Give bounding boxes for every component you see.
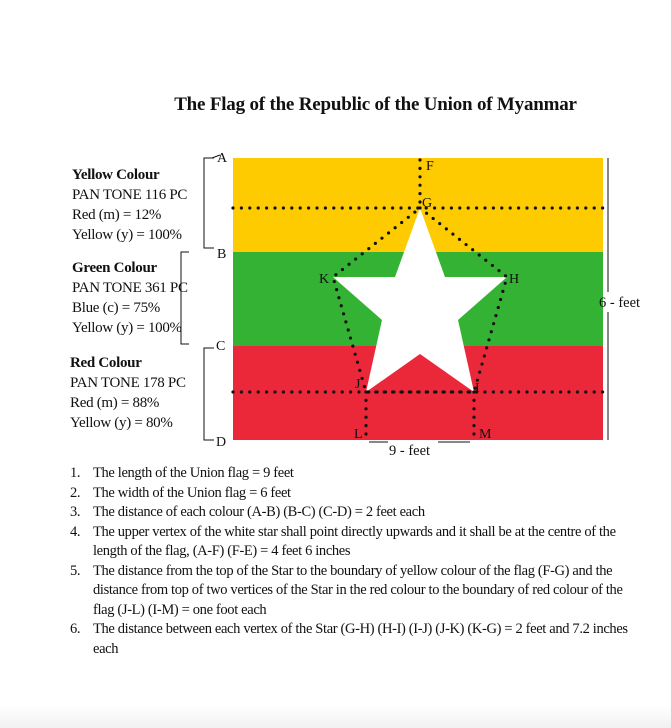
green-line2: Yellow (y) = 100% — [72, 320, 182, 336]
note-text: The length of the Union flag = 9 feet — [93, 465, 294, 481]
note-text: The upper vertex of the white star shall point directly upwards and it shall be at the centre of the length of the flag, (A-F) (F-E) = 4 feet 6 inches — [93, 523, 616, 559]
height-label: 6 - feet — [599, 295, 641, 311]
green-pantone: PAN TONE 361 PC — [72, 280, 188, 296]
yellow-line1: Red (m) = 12% — [72, 207, 162, 223]
green-colour-heading: Green Colour — [72, 260, 157, 276]
note-number: 3. — [70, 504, 81, 520]
page-title: The Flag of the Republic of the Union of Myanmar — [174, 94, 577, 115]
marker-a: A — [217, 151, 228, 166]
red-colour-spec — [70, 353, 186, 433]
marker-i: I — [475, 381, 480, 396]
note-text: The distance from the top of the Star to the boundary of yellow colour of the flag (F-G) and the distance from top of two vertices of the Star in the red colour to the boundary of red colour of the flag (J-L) (I-M) = one foot each — [93, 562, 623, 618]
list-item — [70, 562, 630, 621]
red-line2: Yellow (y) = 80% — [70, 415, 173, 431]
list-item — [70, 620, 630, 659]
green-colour-spec — [72, 258, 188, 338]
marker-f: F — [426, 159, 434, 174]
marker-m: M — [479, 427, 492, 442]
marker-b: B — [217, 247, 227, 262]
note-number: 6. — [70, 621, 81, 637]
list-item — [70, 484, 630, 504]
width-label: 9 - feet — [389, 443, 431, 459]
yellow-colour-spec — [72, 165, 187, 245]
marker-j: J — [355, 377, 361, 392]
list-item — [70, 464, 630, 484]
marker-l: L — [354, 427, 363, 442]
marker-k: K — [319, 272, 330, 287]
note-text: The distance of each colour (A-B) (B-C) (C-D) = 2 feet each — [93, 504, 425, 520]
yellow-colour-heading: Yellow Colour — [72, 167, 160, 183]
note-number: 1. — [70, 465, 81, 481]
marker-d: D — [216, 435, 227, 450]
note-number: 4. — [70, 523, 81, 540]
list-item — [70, 523, 630, 562]
note-number: 2. — [70, 484, 81, 501]
red-colour-heading: Red Colour — [70, 355, 142, 371]
list-item — [70, 503, 630, 523]
marker-h: H — [509, 272, 520, 287]
yellow-line2: Yellow (y) = 100% — [72, 227, 182, 243]
green-line1: Blue (c) = 75% — [72, 300, 160, 316]
page-bottom-edge — [0, 706, 671, 728]
note-number: 5. — [70, 562, 81, 579]
note-text: The width of the Union flag = 6 feet — [93, 484, 291, 501]
flag-specification-notes — [70, 464, 630, 659]
red-pantone: PAN TONE 178 PC — [70, 375, 186, 391]
yellow-pantone: PAN TONE 116 PC — [72, 187, 188, 203]
note-text: The distance between each vertex of the Star (G-H) (H-I) (I-J) (J-K) (K-G) = 2 feet and 7.2 inches each — [93, 621, 628, 657]
marker-g: G — [422, 196, 433, 211]
marker-c: C — [216, 339, 226, 354]
red-line1: Red (m) = 88% — [70, 395, 160, 411]
